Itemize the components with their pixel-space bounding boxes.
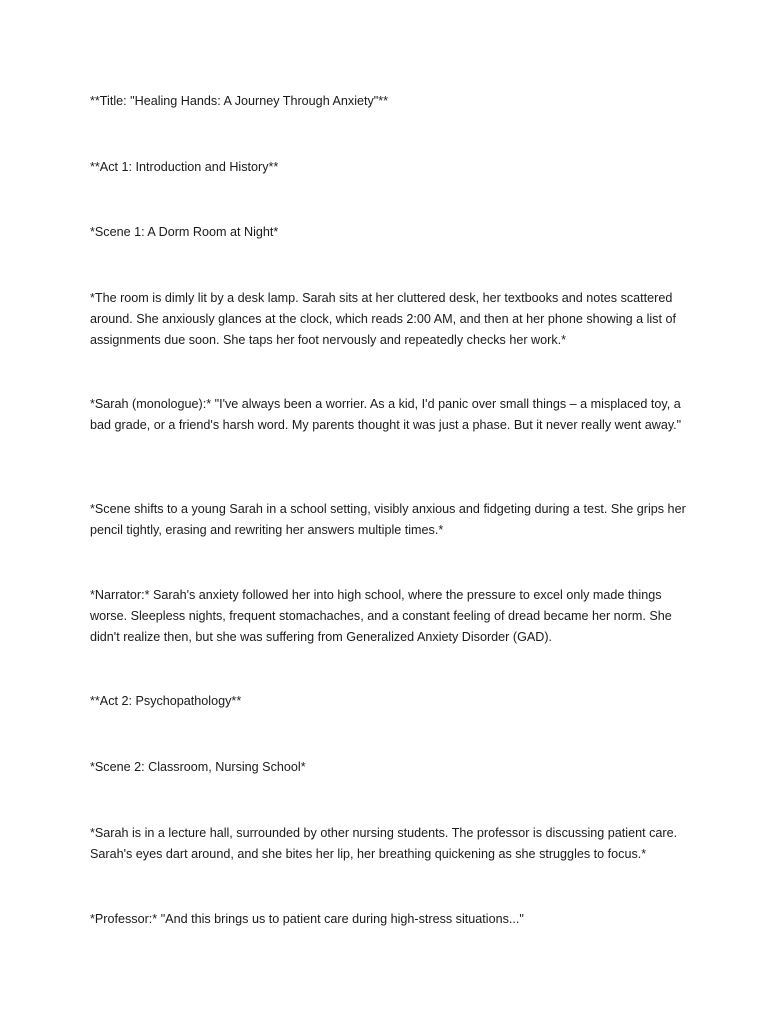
narrator-paragraph: *Narrator:* Sarah's anxiety followed her into high school, where the pressure to excel only made things worse. Sleepless nights, frequent stomachaches, and a constant feeling of dread became her norm. She didn't realize then, but she was suffering from Generalized Anxiety Disorder (GAD). xyxy=(90,588,672,644)
act-1-heading: **Act 1: Introduction and History** xyxy=(90,160,279,174)
title-line: **Title: "Healing Hands: A Journey Through Anxiety"** xyxy=(90,94,389,108)
scene-shift-description: *Scene shifts to a young Sarah in a school setting, visibly anxious and fidgeting during a test. She grips her pencil tightly, erasing and rewriting her answers multiple times.* xyxy=(90,502,686,537)
act-2-heading: **Act 2: Psychopathology** xyxy=(90,694,242,708)
scene-1-description: *The room is dimly lit by a desk lamp. Sarah sits at her cluttered desk, her textbooks and notes scattered around. She anxiously glances at the clock, which reads 2:00 AM, and then at her phone showing a list of assignments due soon. She taps her foot nervously and repeatedly checks her work.* xyxy=(90,291,676,347)
sarah-monologue: *Sarah (monologue):* "I've always been a worrier. As a kid, I'd panic over small things – a misplaced toy, a bad grade, or a friend's harsh word. My parents thought it was just a phase. But it never really went away." xyxy=(90,397,682,432)
scene-2-description: *Sarah is in a lecture hall, surrounded by other nursing students. The professor is discussing patient care. Sarah's eyes dart around, and she bites her lip, her breathing quickening as she struggles to focus.* xyxy=(90,826,678,861)
scene-2-heading: *Scene 2: Classroom, Nursing School* xyxy=(90,760,306,774)
professor-line: *Professor:* "And this brings us to patient care during high-stress situations..." xyxy=(90,912,524,926)
scene-1-heading: *Scene 1: A Dorm Room at Night* xyxy=(90,225,279,239)
